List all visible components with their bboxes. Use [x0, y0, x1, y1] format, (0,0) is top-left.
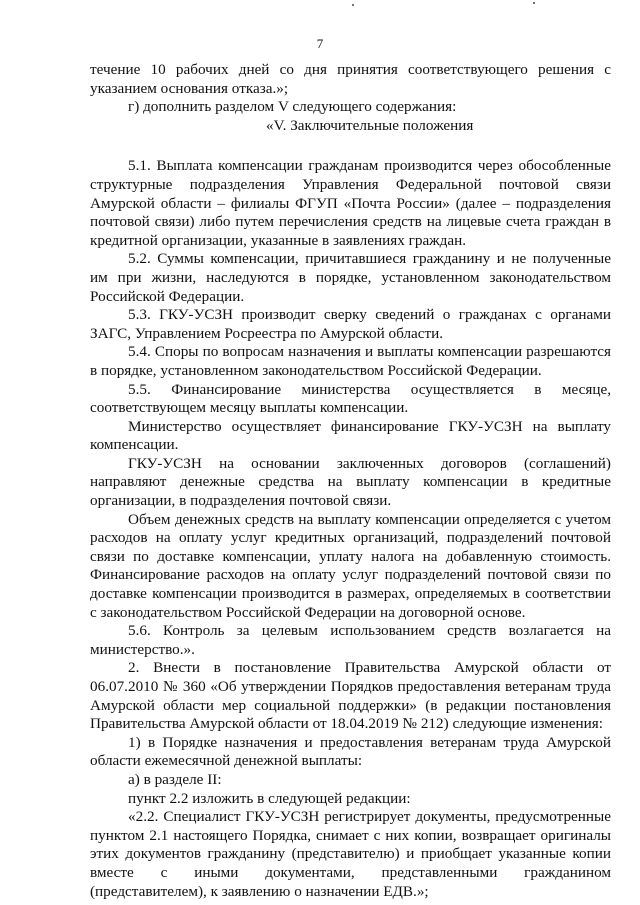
scan-speck — [352, 4, 354, 6]
paragraph: 5.5. Финансирование министерства осуществляется в месяце, соответствующем месяцу выплаты компенсации. — [90, 380, 611, 417]
paragraph: 2. Внести в постановление Правительства Амурской области от 06.07.2010 № 360 «Об утверждении Порядков предоставления ветеранам труда Амурской области мер социальной поддержки» (в редакции постановления Правительства Амурской области от 18.04.2019 № 212) следующие изменения: — [90, 659, 611, 733]
paragraph: течение 10 рабочих дней со дня принятия соответствующего решения с указанием основания отказа.»; — [90, 61, 611, 97]
paragraph: ГКУ-УСЗН на основании заключенных договоров (соглашений) направляют денежные средства на выплату компенсации в кредитные организации, в подразделения почтовой связи. — [90, 454, 611, 510]
section-heading: «V. Заключительные положения — [266, 116, 474, 134]
paragraph: 5.2. Суммы компенсации, причитавшиеся гражданину и не полученные им при жизни, наследуются в порядке, установленном законодательством Российской Федерации. — [90, 250, 611, 305]
paragraph: 1) в Порядке назначения и предоставления ветеранам труда Амурской области ежемесячной денежной выплаты: — [90, 733, 611, 770]
document-body — [90, 61, 611, 901]
paragraph: 5.6. Контроль за целевым использованием средств возлагается на министерство.». — [90, 622, 611, 658]
paragraph: г) дополнить разделом V следующего содержания: — [128, 98, 457, 116]
paragraph: 5.4. Споры по вопросам назначения и выплаты компенсации разрешаются в порядке, установленном законодательством Российской Федерации. — [90, 343, 611, 379]
page-number: 7 — [316, 36, 324, 51]
paragraph: Министерство осуществляет финансирование ГКУ-УСЗН на выплату компенсации. — [90, 417, 611, 454]
scan-speck — [533, 2, 535, 4]
paragraph: 5.3. ГКУ-УСЗН производит сверку сведений о гражданах с органами ЗАГС, Управлением Росреестра по Амурской области. — [90, 306, 611, 342]
paragraph: Объем денежных средств на выплату компенсации определяется с учетом расходов на оплату услуг кредитных организаций, подразделений почтовой связи по доставке компенсации, уплату налога на добавленную стоимость. Финансирование расходов на оплату услуг подразделений почтовой связи по доставке компенсации производится в размерах, определяемых в соответствии с законодательством Российской Федерации на договорной основе. — [90, 510, 611, 621]
paragraph: «2.2. Специалист ГКУ-УСЗН регистрирует документы, предусмотренные пунктом 2.1 настоящего Порядка, снимает с них копии, возвращает оригиналы этих документов гражданину (представителю) и приобщает указанные копии вместе с иными документами, представленными гражданином (представителем), к заявлению о назначении ЕДВ.»; — [90, 808, 611, 900]
paragraph: пункт 2.2 изложить в следующей редакции: — [128, 789, 411, 807]
paragraph: 5.1. Выплата компенсации гражданам производится через обособленные структурные подразделения Управления Федеральной почтовой связи Амурской области – филиалы ФГУП «Почта России» (далее – подразделения почтовой связи) либо путем перечисления средств на лицевые счета граждан в кредитной организации, указанные в заявлениях граждан. — [90, 157, 611, 249]
paragraph: а) в разделе II: — [128, 770, 222, 788]
